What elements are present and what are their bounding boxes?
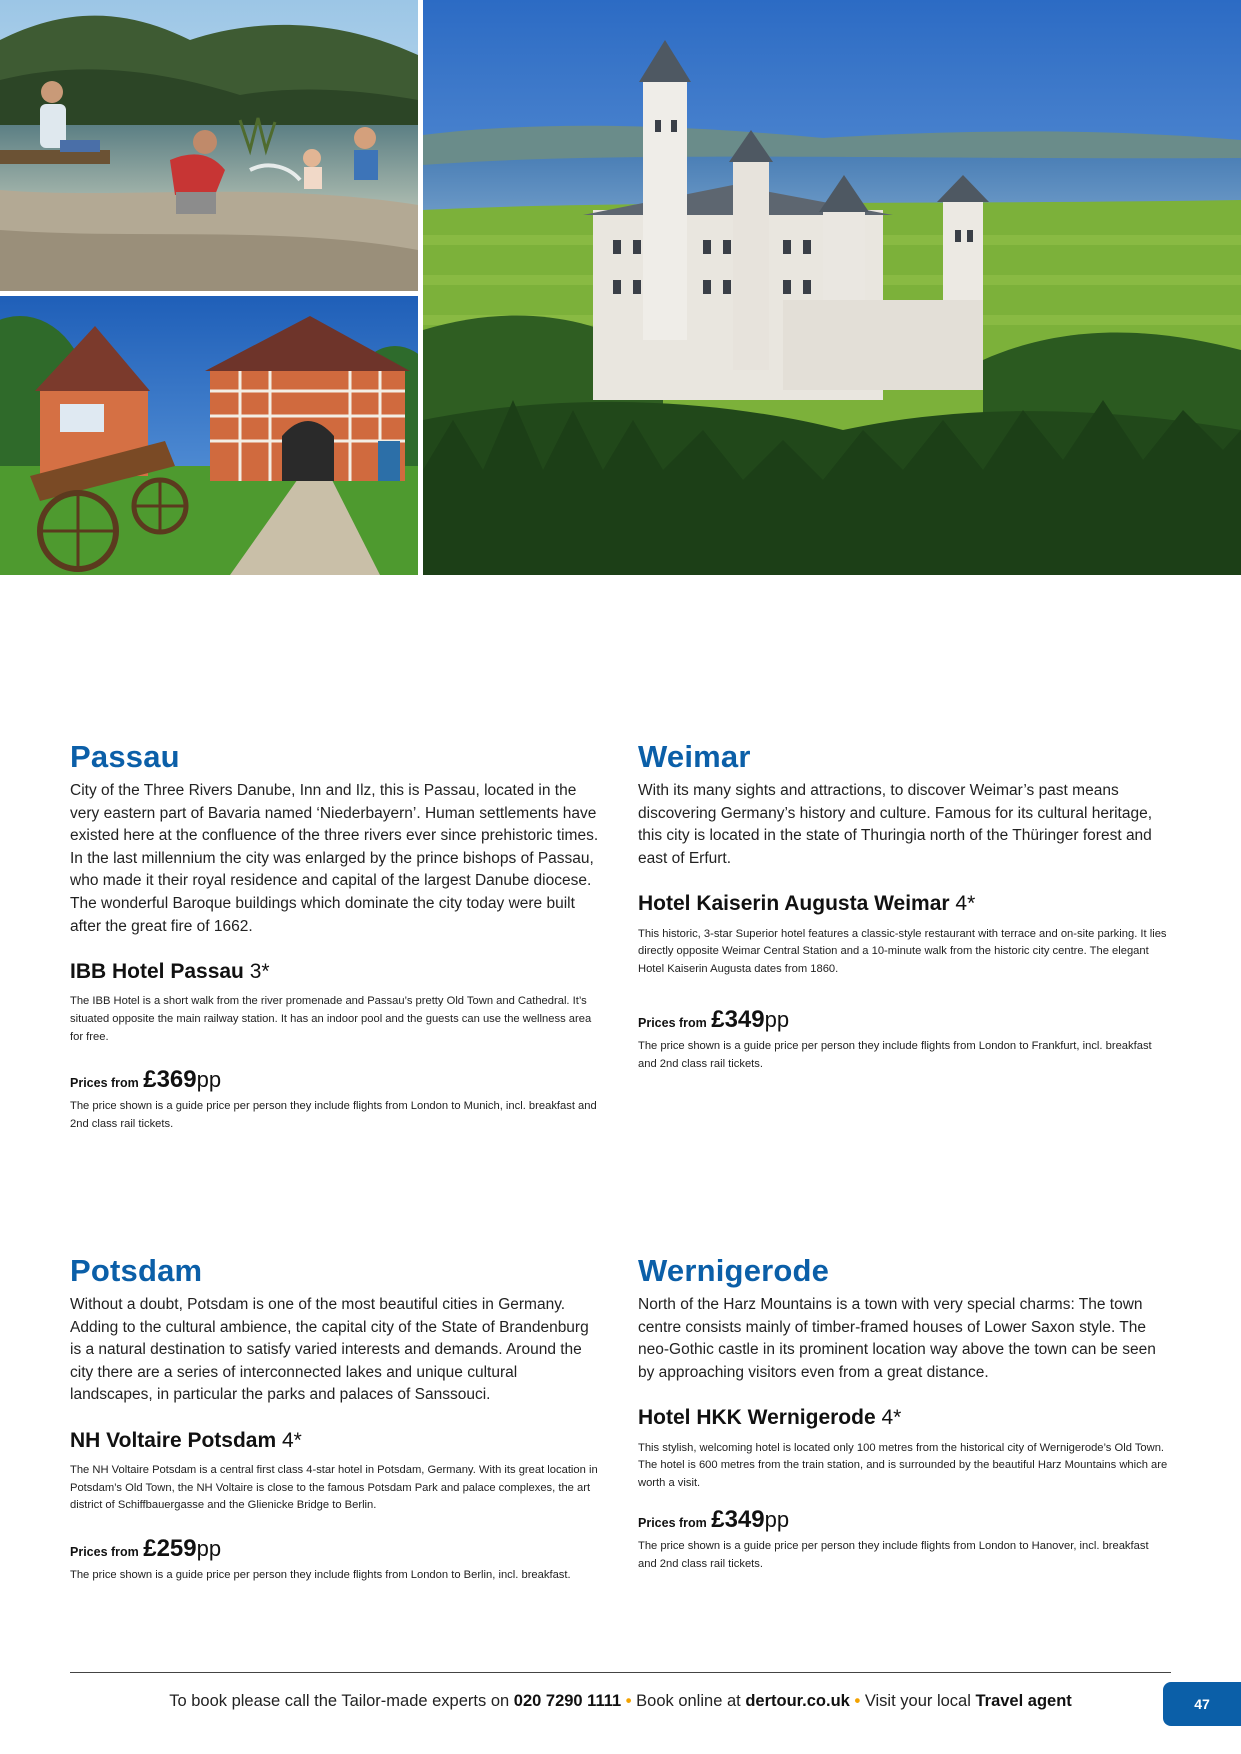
section-weimar xyxy=(638,740,1168,1074)
footer-booking-line xyxy=(70,1692,1171,1711)
footer-phone-link[interactable]: 020 7290 1111 xyxy=(513,1692,622,1710)
photo-neuschwanstein-castle xyxy=(423,0,1241,575)
footer-call-text: To book please call the Tailor-made experts on xyxy=(169,1692,510,1710)
hotel-description: The NH Voltaire Potsdam is a central first class 4-star hotel in Potsdam, Germany. With its great location in Potsdam’s Old Town, the NH Voltaire is close to the famous Potsdam Park and palace complexes, the art district of Schiffbauergasse and the Glienicke Bridge to Berlin. xyxy=(70,1464,598,1512)
destination-intro: With its many sights and attractions, to discover Weimar’s past means discovering Germany’s history and culture. Famous for its cultural heritage, this city is located in the state of Thuringia north of the Thüringer forest and east of Erfurt. xyxy=(638,782,1153,867)
price-label: Prices from xyxy=(70,1544,139,1559)
price-amount: £259 xyxy=(143,1534,197,1562)
hotel-heading xyxy=(638,1406,1168,1429)
price-amount: £349 xyxy=(711,1006,765,1034)
price-label: Prices from xyxy=(638,1016,707,1031)
price-unit: pp xyxy=(764,1507,790,1533)
hotel-name: NH Voltaire Potsdam xyxy=(70,1429,277,1453)
hotel-heading xyxy=(70,960,600,983)
section-wernigerode xyxy=(638,1254,1168,1574)
price-unit: pp xyxy=(196,1067,222,1093)
price-amount: £369 xyxy=(143,1066,197,1094)
hotel-stars: 3* xyxy=(249,960,270,984)
section-passau xyxy=(70,740,600,1133)
footer-online-text: Book online at xyxy=(636,1692,741,1710)
price-line xyxy=(70,1534,600,1562)
destination-intro: Without a doubt, Potsdam is one of the most beautiful cities in Germany. Adding to the cultural ambience, the capital city of the State of Brandenburg is a natural destination to satisfy varied interests and demands. Around the city there are a series of interconnected lakes and unique cultural landscapes, in particular the parks and palaces of Sanssouci. xyxy=(70,1296,589,1404)
destination-intro: North of the Harz Mountains is a town with very special charms: The town centre consists mainly of timber-framed houses of Lower Saxon style. The neo-Gothic castle in its prominent location way above the town can be seen by approaching visitors even from a great distance. xyxy=(638,1296,1156,1381)
destination-intro: City of the Three Rivers Danube, Inn and Ilz, this is Passau, located in the very eastern part of Bavaria named ‘Niederbayern’. Human settlements have existed here at the confluence of the three rivers ever since prehistoric times. In the last millennium the city was enlarged by the prince bishops of Passau, who made it their royal residence and capital of the largest Danube diocese. The wonderful Baroque buildings which dominate the city today were built after the great fire of 1662. xyxy=(70,782,599,935)
price-note: The price shown is a guide price per person they include flights from London to Hanover, incl. breakfast and 2nd class rail tickets. xyxy=(638,1540,1149,1570)
page-number-tab xyxy=(1163,1682,1241,1726)
price-note: The price shown is a guide price per person they include flights from London to Frankfurt, incl. breakfast and 2nd class rail tickets. xyxy=(638,1040,1152,1070)
price-line xyxy=(638,1008,1168,1032)
price-unit: pp xyxy=(764,1007,790,1033)
hotel-stars: 4* xyxy=(282,1429,302,1453)
footer-website-link[interactable]: dertour.co.uk xyxy=(745,1692,850,1710)
hotel-name: Hotel HKK Wernigerode xyxy=(638,1406,876,1430)
hotel-description: This historic, 3-star Superior hotel features a classic-style restaurant with terrace and on-site parking. It lies directly opposite Weimar Central Station and a 10-minute walk from the historic city centre. The elegant Hotel Kaiserin Augusta dates from 1860. xyxy=(638,927,1167,975)
hotel-name: Hotel Kaiserin Augusta Weimar xyxy=(638,892,950,916)
hotel-heading xyxy=(70,1429,600,1452)
footer-divider xyxy=(70,1672,1171,1673)
price-label: Prices from xyxy=(638,1516,707,1531)
destination-title: Weimar xyxy=(638,739,751,774)
hotel-name: IBB Hotel Passau xyxy=(70,960,244,984)
hotel-stars: 4* xyxy=(881,1406,902,1430)
hotel-description: The IBB Hotel is a short walk from the river promenade and Passau’s pretty Old Town and Cathedral. It’s situated opposite the main railway station. It has an indoor pool and the guests can use the wellness area for free. xyxy=(70,995,592,1043)
section-potsdam xyxy=(70,1254,600,1585)
bullet-separator: • xyxy=(854,1692,861,1710)
price-note: The price shown is a guide price per person they include flights from London to Munich, incl. breakfast and 2nd class rail tickets. xyxy=(70,1100,597,1130)
price-note: The price shown is a guide price per person they include flights from London to Berlin, incl. breakfast. xyxy=(70,1568,571,1581)
price-line xyxy=(70,1068,600,1092)
hotel-stars: 4* xyxy=(955,892,976,916)
photo-lake-family xyxy=(0,0,418,291)
hotel-description: This stylish, welcoming hotel is located only 100 metres from the historical city of Wernigerode’s Old Town. The hotel is 600 metres from the train station, and is surrounded by the beautiful Harz Mountains which are worth a visit. xyxy=(638,1441,1168,1489)
footer-visit-text: Visit your local xyxy=(864,1692,971,1710)
destination-title: Wernigerode xyxy=(638,1253,830,1288)
hotel-heading xyxy=(638,892,1168,915)
page-number: 47 xyxy=(1194,1696,1210,1712)
price-label: Prices from xyxy=(70,1076,139,1091)
price-line xyxy=(638,1508,1168,1532)
footer-agent-text: Travel agent xyxy=(975,1692,1072,1710)
bullet-separator: • xyxy=(625,1692,632,1710)
price-amount: £349 xyxy=(711,1506,765,1534)
price-unit: pp xyxy=(196,1535,222,1561)
destination-title: Passau xyxy=(70,739,180,774)
photo-half-timbered-farmhouses xyxy=(0,296,418,575)
destination-title: Potsdam xyxy=(70,1253,203,1288)
